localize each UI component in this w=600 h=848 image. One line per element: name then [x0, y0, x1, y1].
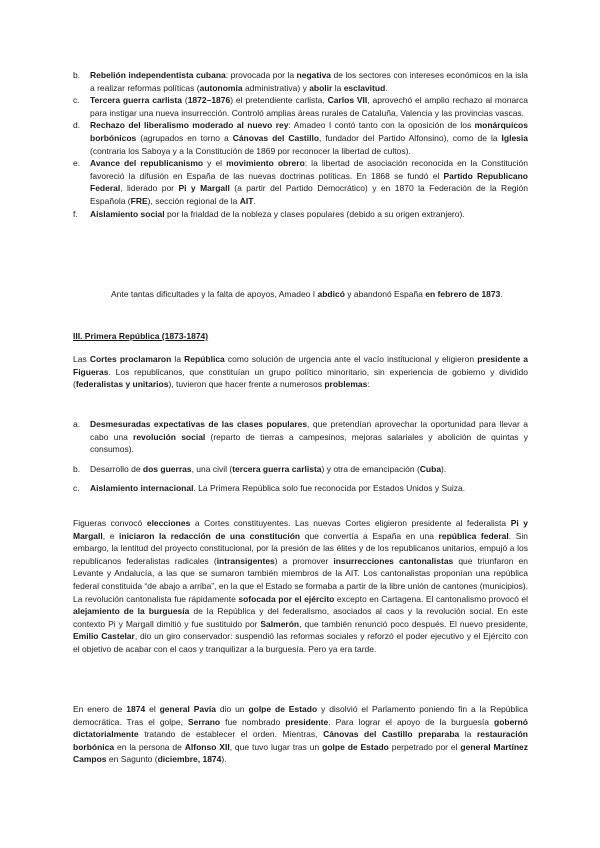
- text-run: Figueras convocó: [73, 518, 147, 528]
- text-run: .: [500, 289, 503, 299]
- text-run: administrativa) y: [242, 82, 310, 93]
- text-run: , e: [102, 530, 120, 541]
- bold-text: Alfonso XII: [184, 741, 230, 752]
- bold-text: insurrecciones cantonalistas: [333, 555, 454, 566]
- bold-text: tercera guerra carlista: [232, 463, 322, 474]
- bold-text: problemas: [324, 379, 368, 390]
- bold-text: FRE: [130, 195, 148, 206]
- bold-text: general Pavía: [159, 704, 216, 714]
- text-run: a Cortes constituyentes. Las nuevas Cortes eligieron presidente al federalista: [190, 518, 511, 528]
- list-marker: e.: [73, 158, 81, 169]
- bold-text: 1874: [126, 704, 146, 714]
- text-run: Las: [73, 354, 90, 364]
- bold-text: Cuba: [419, 463, 442, 474]
- text-run: , dio un giro conservador: suspendió las reformas sociales y reforzó el poder ejecutivo y el Ejército con el objetivo de acabar con el caos y tranquilizar a la burguesía. Pero ya era tarde.: [73, 631, 528, 654]
- list-item: [73, 208, 528, 221]
- list-marker: b.: [73, 70, 81, 80]
- text-run: de la República y del federalismo, asociados al caos y la revolución social. En este contexto Pi y Margall dimitió y fue sustituido por: [73, 606, 528, 629]
- text-run: : provocada por la: [225, 70, 297, 80]
- bold-text: golpe de Estado: [248, 704, 318, 714]
- bold-text: intransigentes: [216, 555, 275, 566]
- text-run: .: [385, 82, 388, 93]
- list-marker: b.: [73, 463, 81, 474]
- text-run: :: [367, 379, 370, 390]
- text-run: . Los republicanos, que constituían un grupo político minoritario, sin experiencia de gobierno y dividido (: [73, 366, 528, 390]
- list-marker: d.: [73, 120, 81, 131]
- text-run: ), sección regional de la: [147, 195, 240, 206]
- list-marker: c.: [73, 95, 80, 106]
- text-run: la: [332, 82, 344, 93]
- list-marker: f.: [73, 208, 78, 219]
- bold-text: Serrano: [188, 716, 221, 727]
- list-item-text: [90, 209, 465, 219]
- bold-text: restauración borbónica: [73, 729, 528, 752]
- text-run: ).: [221, 754, 227, 765]
- text-run: ), tuvieron que hacer frente a numerosos: [168, 379, 325, 390]
- bold-text: Carlos VII: [327, 95, 368, 106]
- pavia-paragraph: [73, 703, 528, 766]
- bold-text: iniciaron la redacción de una constitución: [119, 530, 301, 541]
- bold-text: general Martínez Campos: [73, 741, 529, 765]
- text-run: y disolvió el Parlamento poniendo fin a la República democrática. Tras el golpe,: [73, 704, 528, 727]
- bold-text: Partido Republicano Federal: [90, 170, 528, 194]
- section-title: III. Primera República (1873-1874): [73, 331, 209, 341]
- bold-text: Iglesia: [501, 132, 528, 143]
- text-run: : la libertad de asociación reconocida en la Constitución favoreció la difusión en España de las nuevas doctrinas políticas. En 1868 se fundó el: [90, 158, 529, 181]
- list-item-text: [90, 70, 528, 93]
- text-run: y abandonó España: [344, 289, 426, 299]
- bold-text: monárquicos borbónicos: [90, 120, 528, 143]
- text-run: la: [459, 729, 477, 740]
- text-run: fue nombrado: [220, 716, 286, 727]
- bold-text: Cortes proclamaron: [89, 354, 172, 364]
- bold-text: federalistas y unitarios: [75, 379, 169, 390]
- bold-text: esclavitud: [343, 82, 386, 93]
- text-run: Desarrollo de: [90, 463, 143, 474]
- bold-text: presidente a Figueras: [73, 354, 529, 377]
- bold-text: Rechazo del liberalismo moderado al nuevo rey: [90, 120, 289, 131]
- bold-text: revolución social: [133, 431, 206, 442]
- text-run: , fundador del Partido Alfonsino), como de la: [319, 132, 502, 143]
- bold-text: Emilio Castelar: [73, 631, 135, 642]
- text-run: : Amadeo I contó tanto con la oposición de los: [288, 120, 475, 131]
- text-run: en la persona de: [114, 741, 185, 752]
- intro-paragraph: [73, 353, 528, 391]
- bold-text: presidente: [285, 716, 329, 727]
- list-item-text: [90, 158, 528, 206]
- text-run: que convertía a España en una: [300, 530, 439, 541]
- text-run: dio un: [215, 704, 249, 714]
- bold-text: sofocada por el ejército: [238, 593, 335, 604]
- text-run: . Sin embargo, la lentitud del proyecto constitucional, por la presión de las élites y de los republicanos unitarios, empujó a los republicanos federalistas radicales (: [73, 530, 529, 566]
- text-run: de los sectores con intereses económicos en la isla a realizar reformas políticas (: [90, 70, 528, 93]
- text-run: por la frialdad de la nobleza y clases populares (debido a su origen extranjero).: [164, 208, 465, 219]
- text-run: que triunfaron en Levante y Andalucía, a las que se sumaron también miembros de la AIT. Los cantonalistas proponían una república federal constituida “de abajo a arriba”, en la que el Estado se formaba a partir de la libre unión de cantones (municipios). La revolución cantonalista fue rápidamente: [73, 555, 528, 604]
- list-item-text: [90, 464, 446, 474]
- abdication-paragraph: [73, 288, 528, 301]
- list-item: [73, 418, 528, 456]
- bold-text: abdicó: [317, 289, 345, 299]
- list-item-text: [90, 419, 528, 454]
- list-item-text: [90, 95, 528, 118]
- list-item: [73, 157, 528, 207]
- bold-text: alejamiento de la burguesía: [73, 606, 190, 617]
- text-run: como solución de urgencia ante el vacío institucional y eligieron: [224, 354, 478, 364]
- list-item: [73, 482, 528, 495]
- list-item-text: [90, 483, 465, 493]
- bold-text: 1872–1876: [187, 95, 231, 106]
- list-item: [73, 463, 528, 476]
- text-run: (reparto de tierras a campesinos, mejoras salariales y abolición de quintas y consumos).: [90, 431, 528, 455]
- bold-text: gobernó dictatorialmente: [73, 716, 528, 740]
- bold-text: Pi y Margall: [73, 518, 528, 541]
- bold-text: república federal: [438, 530, 509, 541]
- list-item: [73, 119, 528, 157]
- text-run: , que también renunció poco después. El nuevo presidente,: [299, 618, 529, 629]
- list-item-text: [90, 120, 528, 155]
- text-run: en Sagunto (: [106, 754, 158, 765]
- bold-text: Rebelión independentista cubana: [90, 70, 226, 80]
- text-run: (contraria los Saboya y a la Constitución de 1869 por reconocer la libertad de cultos).: [90, 145, 411, 156]
- text-run: tratando de establecer el orden. Mientras,: [138, 729, 324, 740]
- list-item: [73, 94, 528, 119]
- bold-text: autonomía: [199, 82, 243, 93]
- bold-text: dos guerras: [142, 463, 192, 474]
- bold-text: Tercera guerra carlista: [90, 95, 182, 106]
- text-run: . La Primera República solo fue reconocida por Estados Unidos y Suiza.: [193, 483, 466, 494]
- text-run: y el: [203, 158, 227, 169]
- bold-text: abolir: [309, 82, 333, 93]
- bold-text: diciembre, 1874: [157, 754, 222, 765]
- text-run: .: [253, 195, 256, 206]
- text-run: (: [182, 95, 188, 106]
- text-run: , una civil (: [191, 463, 233, 474]
- problems-list: [73, 418, 528, 495]
- bold-text: Avance del republicanismo: [90, 158, 204, 169]
- text-run: ) y otra de emancipación (: [321, 463, 420, 474]
- bold-text: Aislamiento social: [90, 208, 165, 219]
- bold-text: Aislamiento internacional: [90, 483, 194, 494]
- text-run: . Para lograr el apoyo de la burguesía: [328, 716, 494, 727]
- text-run: (a partir del Partido Democrático) y en 1870 la Federación de la Región Española (: [90, 183, 528, 206]
- bold-text: en febrero de 1873: [425, 289, 501, 299]
- bold-text: AIT: [239, 195, 254, 206]
- bold-text: Desmesuradas expectativas de las clases populares: [90, 419, 308, 429]
- list-marker: a.: [73, 419, 81, 429]
- text-run: ).: [441, 463, 447, 474]
- text-run: , que tuvo lugar tras un: [229, 741, 323, 752]
- text-run: (agrupados en torno a: [136, 132, 233, 143]
- bold-text: República: [184, 354, 225, 364]
- text-run: , liderado por: [120, 183, 179, 194]
- figueras-paragraph: [73, 517, 528, 656]
- text-run: , aprovechó el amplio rechazo al monarca para instigar una nueva insurrección. Controló amplias áreas rurales de Cataluña, Valencia y las provincias vascas.: [90, 95, 528, 118]
- text-run: perpetrado por el: [388, 741, 461, 752]
- text-run: el: [145, 704, 160, 714]
- list-item: [73, 69, 528, 94]
- bold-text: Cánovas del Castillo: [232, 132, 320, 143]
- text-run: excepto en Cartagena. El cantonalismo provocó el: [334, 593, 528, 604]
- text-run: , que pretendían aprovechar la oportunidad para llevar a cabo una: [90, 419, 528, 442]
- bold-text: movimiento obrero: [226, 158, 305, 169]
- text-run: la: [171, 354, 185, 364]
- causes-list: [73, 69, 528, 220]
- bold-text: Pi y Margall: [178, 183, 230, 194]
- bold-text: negativa: [296, 70, 332, 80]
- bold-text: elecciones: [146, 518, 191, 528]
- bold-text: Cánovas del Castillo preparaba: [323, 729, 460, 740]
- text-run: ) el pretendiente carlista,: [230, 95, 328, 106]
- bold-text: golpe de Estado: [322, 741, 389, 752]
- text-run: ) a promover: [274, 555, 334, 566]
- text-run: Ante tantas dificultades y la falta de apoyos, Amadeo I: [111, 289, 318, 299]
- bold-text: Salmerón: [260, 618, 300, 629]
- text-run: En enero de: [73, 704, 127, 714]
- list-marker: c.: [73, 483, 80, 494]
